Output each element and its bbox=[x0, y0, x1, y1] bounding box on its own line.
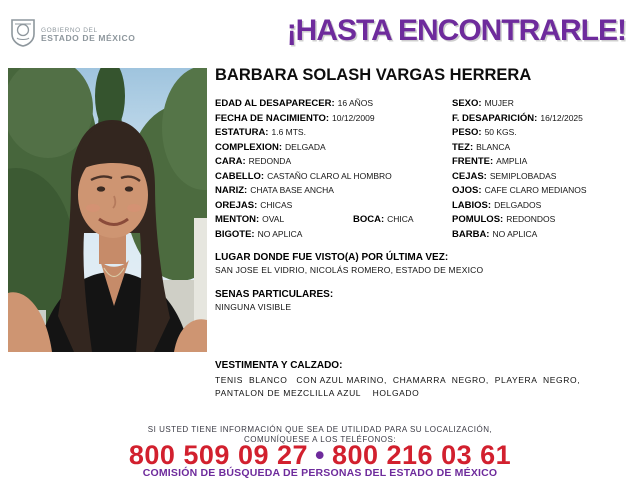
field-label: POMULOS: bbox=[452, 214, 504, 225]
field-row bbox=[215, 195, 635, 210]
field-label: MENTON: bbox=[215, 214, 260, 225]
field-value: SEMIPLOBADAS bbox=[489, 170, 557, 181]
field-value: CAFE CLARO MEDIANOS bbox=[484, 185, 587, 195]
field-value: BLANCA bbox=[476, 141, 511, 152]
field-value: 16/12/2025 bbox=[540, 112, 583, 123]
field-label: FRENTE: bbox=[452, 156, 494, 167]
field-value: DELGADOS bbox=[494, 199, 542, 210]
field-label: CEJAS: bbox=[452, 170, 487, 182]
page-title: ¡HASTA ENCONTRARLE! bbox=[286, 14, 626, 47]
field-label: LABIOS: bbox=[452, 199, 492, 211]
field-value: OVAL bbox=[262, 214, 285, 224]
field-value: 16 AÑOS bbox=[337, 98, 374, 108]
field-label: BIGOTE: bbox=[215, 228, 255, 240]
field-label: NARIZ: bbox=[215, 185, 248, 196]
field-value: AMPLIA bbox=[496, 156, 528, 166]
person-name: BARBARA SOLASH VARGAS HERRERA bbox=[215, 66, 532, 84]
field-row bbox=[215, 180, 635, 195]
field-label: COMPLEXION: bbox=[215, 141, 283, 153]
field-row bbox=[215, 137, 635, 152]
phone-number-1: 800 509 09 27 bbox=[128, 440, 309, 470]
field-value: REDONDA bbox=[248, 156, 292, 166]
footer-info-line2: COMUNÍQUESE A LOS TELÉFONOS: bbox=[243, 435, 397, 444]
footer-info-line1: SI USTED TIENE INFORMACIÓN QUE SEA DE UTILIDAD PARA SU LOCALIZACIÓN, bbox=[147, 425, 493, 434]
field-label: SEXO: bbox=[452, 98, 482, 109]
missing-person-photo bbox=[8, 68, 207, 352]
field-label: F. DESAPARICIÓN: bbox=[452, 112, 538, 124]
field-value: MUJER bbox=[484, 98, 514, 108]
field-label: FECHA DE NACIMIENTO: bbox=[215, 112, 329, 124]
last-seen-label: LUGAR DONDE FUE VISTO(A) POR ÚLTIMA VEZ: bbox=[215, 252, 449, 263]
particular-signs-label: SENAS PARTICULARES: bbox=[215, 289, 334, 300]
field-label: CARA: bbox=[215, 156, 246, 167]
field-row bbox=[215, 93, 635, 108]
field-value: NO APLICA bbox=[492, 228, 538, 239]
field-row bbox=[215, 224, 635, 239]
phone-number-2: 800 216 03 61 bbox=[331, 440, 512, 470]
logo-line2: ESTADO DE MÉXICO bbox=[41, 33, 136, 44]
field-value: CHICAS bbox=[260, 199, 293, 210]
field-label: BOCA: bbox=[353, 214, 385, 225]
field-label: CABELLO: bbox=[215, 170, 265, 182]
bullet-separator: • bbox=[315, 440, 325, 470]
field-value: 50 KGS. bbox=[484, 127, 517, 137]
field-value: NO APLICA bbox=[257, 228, 303, 239]
field-row bbox=[215, 122, 635, 137]
logo-text bbox=[41, 27, 135, 44]
field-value: 10/12/2009 bbox=[332, 112, 375, 123]
field-value: 1.6 MTS. bbox=[271, 127, 306, 137]
field-label: BARBA: bbox=[452, 228, 490, 240]
field-row bbox=[215, 108, 635, 123]
clothing-line2: PANTALON DE MEZCLILLA AZUL HOLGADO bbox=[215, 388, 420, 398]
field-value: CASTAÑO CLARO AL HOMBRO bbox=[267, 170, 392, 181]
field-label: OREJAS: bbox=[215, 199, 258, 211]
field-label: ESTATURA: bbox=[215, 127, 269, 138]
logo-line1: GOBIERNO DEL bbox=[41, 26, 98, 34]
field-row bbox=[215, 151, 635, 166]
coat-of-arms-icon bbox=[10, 19, 36, 52]
field-value: REDONDOS bbox=[506, 214, 556, 224]
hotline-numbers bbox=[0, 440, 640, 470]
field-label: OJOS: bbox=[452, 185, 482, 196]
field-label: EDAD AL DESAPARECER: bbox=[215, 98, 335, 109]
particular-signs-value: NINGUNA VISIBLE bbox=[215, 302, 292, 312]
field-value: CHATA BASE ANCHA bbox=[250, 185, 334, 195]
field-value: DELGADA bbox=[285, 141, 326, 152]
clothing-label: VESTIMENTA Y CALZADO: bbox=[215, 360, 343, 371]
government-logo bbox=[10, 19, 135, 52]
last-seen-section bbox=[215, 252, 635, 275]
last-seen-value: SAN JOSE EL VIDRIO, NICOLÁS ROMERO, ESTADO DE MEXICO bbox=[215, 265, 484, 275]
commission-name: COMISIÓN DE BÚSQUEDA DE PERSONAS DEL ESTADO DE MÉXICO bbox=[142, 467, 498, 479]
field-value: CHICA bbox=[387, 214, 414, 224]
field-row bbox=[215, 209, 635, 224]
clothing-section bbox=[215, 360, 635, 400]
field-label: PESO: bbox=[452, 127, 482, 138]
clothing-line1: TENIS BLANCO CON AZUL MARINO, CHAMARRA NEGRO, PLAYERA NEGRO, bbox=[215, 375, 581, 385]
fields-grid bbox=[215, 93, 635, 238]
field-label: TEZ: bbox=[452, 141, 474, 153]
info-panel bbox=[215, 66, 635, 400]
particular-signs-section bbox=[215, 289, 635, 312]
field-row bbox=[215, 166, 635, 181]
